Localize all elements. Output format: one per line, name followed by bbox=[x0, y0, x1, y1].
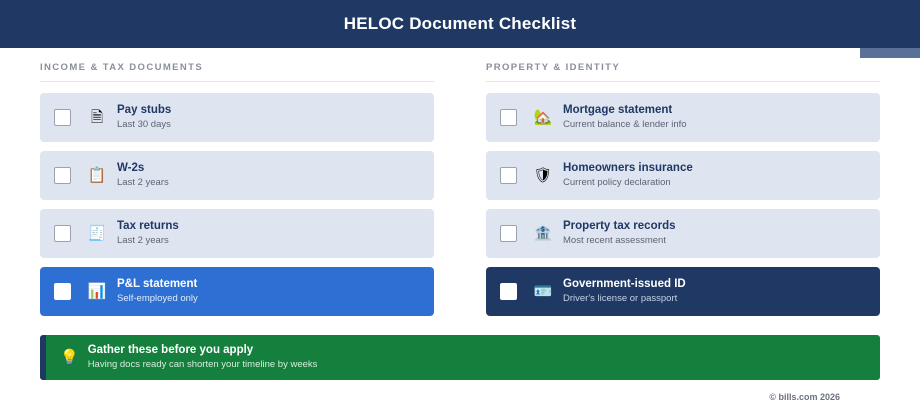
id-card-icon: 🪪 bbox=[533, 283, 553, 300]
item-text bbox=[117, 103, 171, 132]
tip-text bbox=[88, 343, 318, 372]
page-title: HELOC Document Checklist bbox=[343, 14, 577, 33]
item-subtitle: Last 2 years bbox=[117, 177, 169, 189]
item-title: P&L statement bbox=[117, 277, 198, 290]
column-income-tax bbox=[40, 62, 434, 325]
tip-title: Gather these before you apply bbox=[87, 344, 254, 357]
house-icon: 🏡 bbox=[533, 109, 553, 126]
item-subtitle: Most recent assessment bbox=[563, 235, 666, 247]
item-title: Government-issued ID bbox=[563, 277, 686, 290]
checklist-item[interactable] bbox=[40, 93, 434, 142]
checkbox-homeowners-insurance[interactable] bbox=[500, 167, 517, 184]
page-header bbox=[0, 0, 920, 48]
column-heading: INCOME & TAX DOCUMENTS bbox=[40, 62, 434, 82]
bank-icon: 🏦 bbox=[533, 225, 553, 242]
footer-copyright: © bills.com 2026 bbox=[769, 392, 840, 402]
tip-subtitle: Having docs ready can shorten your timeline by weeks bbox=[87, 359, 318, 371]
checkbox-pl-statement[interactable] bbox=[54, 283, 71, 300]
item-text bbox=[563, 103, 687, 132]
checkbox-government-id[interactable] bbox=[500, 283, 517, 300]
tax-form-icon: 🧾 bbox=[87, 225, 107, 242]
item-title: Pay stubs bbox=[117, 103, 172, 116]
checklist-columns bbox=[40, 62, 880, 325]
item-subtitle: Last 2 years bbox=[117, 235, 169, 247]
column-property-identity bbox=[486, 62, 880, 325]
checkbox-property-tax-records[interactable] bbox=[500, 225, 517, 242]
checklist-body bbox=[0, 48, 920, 402]
column-heading: PROPERTY & IDENTITY bbox=[486, 62, 880, 82]
checklist-item-highlighted[interactable] bbox=[486, 267, 880, 316]
bar-chart-icon: 📊 bbox=[87, 283, 107, 300]
item-title: Tax returns bbox=[117, 219, 179, 232]
shield-icon: 🛡 bbox=[533, 167, 553, 184]
item-subtitle: Current balance & lender info bbox=[563, 119, 687, 131]
item-title: Property tax records bbox=[563, 219, 676, 232]
checkbox-w2s[interactable] bbox=[54, 167, 71, 184]
item-subtitle: Last 30 days bbox=[117, 119, 171, 131]
checklist-item-highlighted[interactable] bbox=[40, 267, 434, 316]
item-text bbox=[563, 219, 676, 248]
checklist-item[interactable] bbox=[40, 151, 434, 200]
item-subtitle: Self-employed only bbox=[117, 293, 198, 305]
item-text bbox=[563, 161, 693, 190]
item-subtitle: Current policy declaration bbox=[563, 177, 671, 189]
item-title: W-2s bbox=[117, 161, 145, 174]
item-text bbox=[117, 219, 179, 248]
lightbulb-icon: 💡 bbox=[60, 349, 79, 366]
clipboard-icon: 📋 bbox=[87, 167, 107, 184]
item-text bbox=[117, 161, 169, 190]
checkbox-tax-returns[interactable] bbox=[54, 225, 71, 242]
item-text bbox=[563, 277, 686, 306]
item-subtitle: Driver's license or passport bbox=[563, 293, 678, 305]
item-title: Homeowners insurance bbox=[563, 161, 693, 174]
checkbox-pay-stubs[interactable] bbox=[54, 109, 71, 126]
checklist-item[interactable] bbox=[40, 209, 434, 258]
tip-banner bbox=[40, 335, 880, 380]
checklist-item[interactable] bbox=[486, 151, 880, 200]
document-lines-icon: 🗎 bbox=[90, 109, 104, 126]
item-text bbox=[117, 277, 198, 306]
checklist-item[interactable] bbox=[486, 93, 880, 142]
checklist-item[interactable] bbox=[486, 209, 880, 258]
item-title: Mortgage statement bbox=[563, 103, 673, 116]
header-accent-bar bbox=[860, 48, 920, 58]
checkbox-mortgage-statement[interactable] bbox=[500, 109, 517, 126]
